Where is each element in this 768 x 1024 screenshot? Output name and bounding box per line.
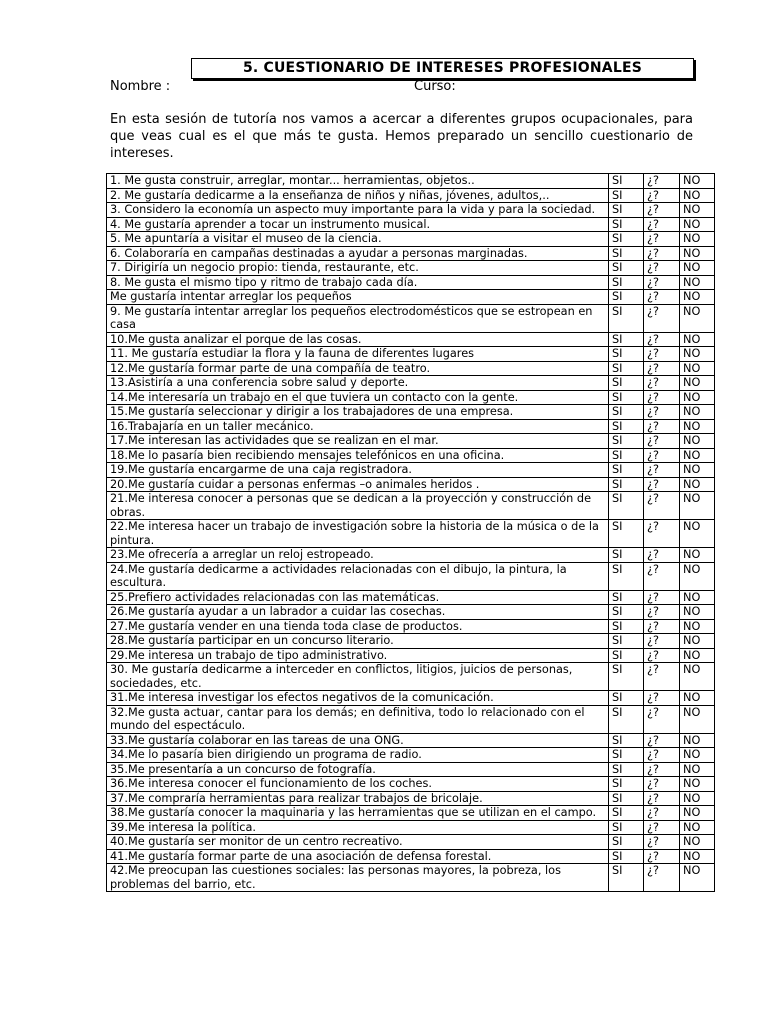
curso-label: Curso: [414,79,456,94]
answer-maybe[interactable]: ¿? [644,492,680,520]
question-text: 36.Me interesa conocer el funcionamiento de los coches. [107,777,609,792]
table-row [107,663,715,691]
answer-maybe[interactable]: ¿? [644,619,680,634]
question-text: 12.Me gustaría formar parte de una compañía de teatro. [107,361,609,376]
answer-no[interactable]: NO [680,246,715,261]
answer-maybe[interactable]: ¿? [644,290,680,305]
questionnaire-table [106,173,715,892]
answer-maybe[interactable]: ¿? [644,691,680,706]
answer-si[interactable]: SI [609,492,644,520]
answer-maybe[interactable]: ¿? [644,849,680,864]
answer-si[interactable]: SI [609,203,644,218]
answer-si[interactable]: SI [609,619,644,634]
answer-no[interactable]: NO [680,347,715,362]
table-row [107,835,715,850]
answer-no[interactable]: NO [680,463,715,478]
answer-maybe[interactable]: ¿? [644,864,680,892]
table-row [107,246,715,261]
answer-si[interactable]: SI [609,347,644,362]
answer-si[interactable]: SI [609,332,644,347]
table-row [107,261,715,276]
question-text: 21.Me interesa conocer a personas que se dedican a la proyección y construcción de obras. [107,492,609,520]
question-text: 30. Me gustaría dedicarme a interceder en conflictos, litigios, juicios de personas, sociedades, etc. [107,663,609,691]
answer-maybe[interactable]: ¿? [644,448,680,463]
answer-no[interactable]: NO [680,733,715,748]
question-text: 25.Prefiero actividades relacionadas con las matemáticas. [107,590,609,605]
answer-no[interactable]: NO [680,634,715,649]
answer-no[interactable]: NO [680,864,715,892]
answer-si[interactable]: SI [609,290,644,305]
table-row [107,448,715,463]
question-text: 27.Me gustaría vender en una tienda toda clase de productos. [107,619,609,634]
answer-maybe[interactable]: ¿? [644,217,680,232]
answer-no[interactable]: NO [680,562,715,590]
answer-maybe[interactable]: ¿? [644,590,680,605]
answer-maybe[interactable]: ¿? [644,347,680,362]
answer-no[interactable]: NO [680,492,715,520]
answer-maybe[interactable]: ¿? [644,275,680,290]
question-text: 16.Trabajaría en un taller mecánico. [107,419,609,434]
answer-si[interactable]: SI [609,246,644,261]
answer-si[interactable]: SI [609,733,644,748]
answer-si[interactable]: SI [609,217,644,232]
answer-no[interactable]: NO [680,705,715,733]
answer-no[interactable]: NO [680,434,715,449]
table-row [107,492,715,520]
answer-si[interactable]: SI [609,663,644,691]
page-title: 5. CUESTIONARIO DE INTERESES PROFESIONALES [191,58,694,79]
answer-si[interactable]: SI [609,232,644,247]
table-row [107,347,715,362]
answer-si[interactable]: SI [609,634,644,649]
table-row [107,634,715,649]
table-row [107,419,715,434]
answer-si[interactable]: SI [609,777,644,792]
answer-no[interactable]: NO [680,806,715,821]
intro-paragraph: En esta sesión de tutoría nos vamos a acercar a diferentes grupos ocupacionales, para que veas cual es el que más te gusta. Hemos preparado un sencillo cuestionario de intereses. [110,112,693,161]
table-row [107,806,715,821]
table-row [107,762,715,777]
answer-si[interactable]: SI [609,477,644,492]
answer-si[interactable]: SI [609,275,644,290]
answer-maybe[interactable]: ¿? [644,634,680,649]
answer-no[interactable]: NO [680,361,715,376]
question-text: 35.Me presentaría a un concurso de fotografía. [107,762,609,777]
question-text: 24.Me gustaría dedicarme a actividades relacionadas con el dibujo, la pintura, la escultura. [107,562,609,590]
question-text: 10.Me gusta analizar el porque de las cosas. [107,332,609,347]
question-text: 11. Me gustaría estudiar la flora y la fauna de diferentes lugares [107,347,609,362]
question-text: 3. Considero la economía un aspecto muy importante para la vida y para la sociedad. [107,203,609,218]
question-text: 6. Colaboraría en campañas destinadas a ayudar a personas marginadas. [107,246,609,261]
answer-maybe[interactable]: ¿? [644,733,680,748]
table-row [107,733,715,748]
table-row [107,791,715,806]
answer-no[interactable]: NO [680,820,715,835]
answer-maybe[interactable]: ¿? [644,261,680,276]
table-row [107,405,715,420]
answer-maybe[interactable]: ¿? [644,376,680,391]
answer-maybe[interactable]: ¿? [644,419,680,434]
answer-si[interactable]: SI [609,820,644,835]
answer-maybe[interactable]: ¿? [644,806,680,821]
answer-si[interactable]: SI [609,590,644,605]
answer-maybe[interactable]: ¿? [644,648,680,663]
answer-no[interactable]: NO [680,691,715,706]
question-text: 8. Me gusta el mismo tipo y ritmo de trabajo cada día. [107,275,609,290]
answer-maybe[interactable]: ¿? [644,748,680,763]
question-text: 7. Dirigiría un negocio propio: tienda, restaurante, etc. [107,261,609,276]
question-text: 9. Me gustaría intentar arreglar los pequeños electrodomésticos que se estropean en casa [107,304,609,332]
answer-maybe[interactable]: ¿? [644,477,680,492]
table-row [107,691,715,706]
answer-maybe[interactable]: ¿? [644,605,680,620]
answer-si[interactable]: SI [609,174,644,189]
answer-no[interactable]: NO [680,332,715,347]
question-text: 29.Me interesa un trabajo de tipo administrativo. [107,648,609,663]
answer-si[interactable]: SI [609,691,644,706]
answer-si[interactable]: SI [609,648,644,663]
answer-maybe[interactable]: ¿? [644,463,680,478]
answer-no[interactable]: NO [680,849,715,864]
answer-no[interactable]: NO [680,762,715,777]
table-row [107,232,715,247]
question-text: Me gustaría intentar arreglar los pequeños [107,290,609,305]
answer-no[interactable]: NO [680,419,715,434]
answer-si[interactable]: SI [609,448,644,463]
answer-no[interactable]: NO [680,217,715,232]
answer-no[interactable]: NO [680,590,715,605]
table-row [107,174,715,189]
answer-si[interactable]: SI [609,835,644,850]
table-row [107,290,715,305]
table-row [107,648,715,663]
table-row [107,777,715,792]
answer-si[interactable]: SI [609,562,644,590]
question-text: 39.Me interesa la política. [107,820,609,835]
answer-maybe[interactable]: ¿? [644,246,680,261]
answer-no[interactable]: NO [680,835,715,850]
answer-si[interactable]: SI [609,304,644,332]
answer-no[interactable]: NO [680,477,715,492]
answer-maybe[interactable]: ¿? [644,562,680,590]
answer-no[interactable]: NO [680,663,715,691]
table-row [107,590,715,605]
answer-maybe[interactable]: ¿? [644,777,680,792]
answer-maybe[interactable]: ¿? [644,405,680,420]
question-text: 38.Me gustaría conocer la maquinaria y las herramientas que se utilizan en el campo. [107,806,609,821]
answer-maybe[interactable]: ¿? [644,304,680,332]
answer-no[interactable]: NO [680,275,715,290]
answer-no[interactable]: NO [680,405,715,420]
answer-si[interactable]: SI [609,261,644,276]
answer-no[interactable]: NO [680,648,715,663]
answer-no[interactable]: NO [680,605,715,620]
answer-maybe[interactable]: ¿? [644,705,680,733]
table-row [107,748,715,763]
answer-maybe[interactable]: ¿? [644,203,680,218]
answer-maybe[interactable]: ¿? [644,791,680,806]
table-row [107,434,715,449]
question-text: 5. Me apuntaría a visitar el museo de la ciencia. [107,232,609,247]
table-row [107,548,715,563]
answer-si[interactable]: SI [609,864,644,892]
answer-no[interactable]: NO [680,188,715,203]
table-row [107,562,715,590]
answer-no[interactable]: NO [680,791,715,806]
answer-si[interactable]: SI [609,548,644,563]
answer-si[interactable]: SI [609,806,644,821]
answer-si[interactable]: SI [609,361,644,376]
table-row [107,820,715,835]
table-row [107,520,715,548]
question-text: 15.Me gustaría seleccionar y dirigir a los trabajadores de una empresa. [107,405,609,420]
table-row [107,477,715,492]
answer-si[interactable]: SI [609,762,644,777]
answer-si[interactable]: SI [609,188,644,203]
table-row [107,619,715,634]
answer-maybe[interactable]: ¿? [644,548,680,563]
answer-si[interactable]: SI [609,849,644,864]
answer-si[interactable]: SI [609,419,644,434]
answer-no[interactable]: NO [680,290,715,305]
table-row [107,463,715,478]
answer-maybe[interactable]: ¿? [644,520,680,548]
answer-si[interactable]: SI [609,405,644,420]
answer-si[interactable]: SI [609,791,644,806]
question-text: 40.Me gustaría ser monitor de un centro recreativo. [107,835,609,850]
answer-no[interactable]: NO [680,748,715,763]
table-row [107,275,715,290]
answer-no[interactable]: NO [680,376,715,391]
answer-si[interactable]: SI [609,376,644,391]
answer-maybe[interactable]: ¿? [644,232,680,247]
answer-si[interactable]: SI [609,605,644,620]
answer-no[interactable]: NO [680,448,715,463]
question-text: 26.Me gustaría ayudar a un labrador a cuidar las cosechas. [107,605,609,620]
answer-maybe[interactable]: ¿? [644,361,680,376]
answer-maybe[interactable]: ¿? [644,174,680,189]
question-text: 14.Me interesaría un trabajo en el que tuviera un contacto con la gente. [107,390,609,405]
table-row [107,361,715,376]
question-text: 17.Me interesan las actividades que se realizan en el mar. [107,434,609,449]
answer-maybe[interactable]: ¿? [644,390,680,405]
answer-no[interactable]: NO [680,520,715,548]
question-text: 32.Me gusta actuar, cantar para los demás; en definitiva, todo lo relacionado con el mundo del espectáculo. [107,705,609,733]
table-row [107,304,715,332]
question-text: 1. Me gusta construir, arreglar, montar... herramientas, objetos.. [107,174,609,189]
table-row [107,332,715,347]
question-text: 4. Me gustaría aprender a tocar un instrumento musical. [107,217,609,232]
table-row [107,605,715,620]
answer-maybe[interactable]: ¿? [644,762,680,777]
table-row [107,188,715,203]
answer-si[interactable]: SI [609,463,644,478]
answer-no[interactable]: NO [680,390,715,405]
question-text: 2. Me gustaría dedicarme a la enseñanza de niños y niñas, jóvenes, adultos,.. [107,188,609,203]
answer-maybe[interactable]: ¿? [644,434,680,449]
answer-si[interactable]: SI [609,520,644,548]
nombre-label: Nombre : [110,79,171,94]
answer-no[interactable]: NO [680,174,715,189]
answer-no[interactable]: NO [680,304,715,332]
answer-maybe[interactable]: ¿? [644,835,680,850]
question-text: 23.Me ofrecería a arreglar un reloj estropeado. [107,548,609,563]
question-text: 34.Me lo pasaría bien dirigiendo un programa de radio. [107,748,609,763]
table-row [107,864,715,892]
table-row [107,217,715,232]
question-text: 42.Me preocupan las cuestiones sociales: las personas mayores, la pobreza, los problemas del barrio, etc. [107,864,609,892]
answer-no[interactable]: NO [680,232,715,247]
answer-maybe[interactable]: ¿? [644,332,680,347]
question-text: 37.Me compraría herramientas para realizar trabajos de bricolaje. [107,791,609,806]
answer-si[interactable]: SI [609,748,644,763]
table-row [107,203,715,218]
table-row [107,376,715,391]
answer-maybe[interactable]: ¿? [644,820,680,835]
answer-si[interactable]: SI [609,434,644,449]
answer-maybe[interactable]: ¿? [644,188,680,203]
answer-no[interactable]: NO [680,548,715,563]
answer-si[interactable]: SI [609,390,644,405]
answer-maybe[interactable]: ¿? [644,663,680,691]
question-text: 19.Me gustaría encargarme de una caja registradora. [107,463,609,478]
answer-no[interactable]: NO [680,619,715,634]
answer-no[interactable]: NO [680,203,715,218]
answer-no[interactable]: NO [680,261,715,276]
question-text: 31.Me interesa investigar los efectos negativos de la comunicación. [107,691,609,706]
table-row [107,390,715,405]
table-row [107,705,715,733]
question-text: 33.Me gustaría colaborar en las tareas de una ONG. [107,733,609,748]
question-text: 28.Me gustaría participar en un concurso literario. [107,634,609,649]
table-row [107,849,715,864]
answer-no[interactable]: NO [680,777,715,792]
question-text: 13.Asistiría a una conferencia sobre salud y deporte. [107,376,609,391]
answer-si[interactable]: SI [609,705,644,733]
question-text: 18.Me lo pasaría bien recibiendo mensajes telefónicos en una oficina. [107,448,609,463]
question-text: 20.Me gustaría cuidar a personas enfermas –o animales heridos . [107,477,609,492]
question-text: 22.Me interesa hacer un trabajo de investigación sobre la historia de la música o de la pintura. [107,520,609,548]
question-text: 41.Me gustaría formar parte de una asociación de defensa forestal. [107,849,609,864]
